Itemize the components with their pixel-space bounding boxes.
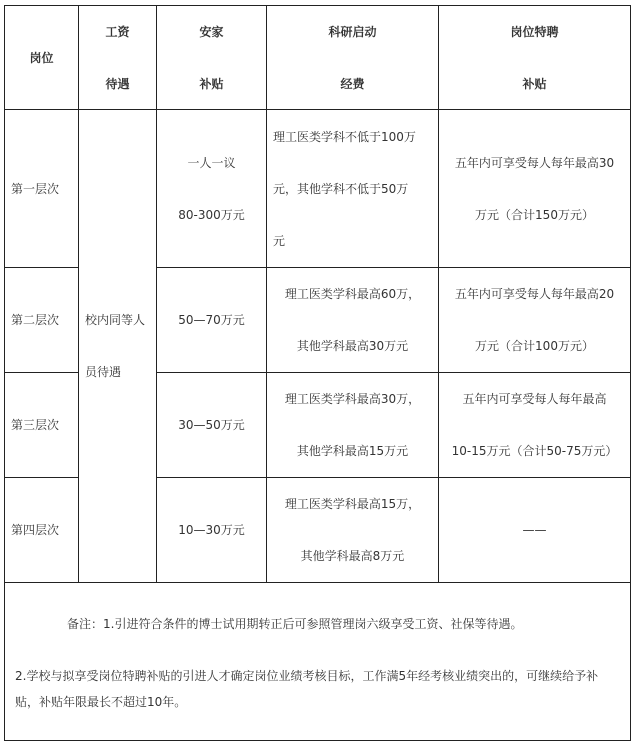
- research-cell: [267, 110, 439, 268]
- notes-row: [5, 583, 631, 741]
- header-special-line1: 岗位特聘: [510, 24, 559, 39]
- research-line1: 理工医类学科最高30万，: [284, 392, 421, 406]
- level-cell: 第三层次: [5, 373, 79, 478]
- special-line1: 五年内可享受每人每年最高: [462, 392, 607, 406]
- header-special-line2: 补贴: [522, 76, 547, 91]
- research-line2: 元，其他学科不低于50万: [273, 181, 409, 196]
- research-line2: 其他学科最高30万元: [296, 339, 409, 353]
- research-line2: 其他学科最高15万元: [296, 444, 409, 458]
- level-cell: 第二层次: [5, 268, 79, 373]
- salary-merged-cell: [79, 110, 157, 583]
- research-line2: 其他学科最高8万元: [300, 549, 405, 563]
- header-research-line1: 科研启动: [328, 24, 377, 39]
- header-settle-line2: 补贴: [199, 76, 224, 91]
- settle-line1: 30—50万元: [178, 418, 245, 432]
- policy-table-container: [4, 5, 631, 741]
- salary-line1: 校内同等人: [85, 313, 146, 327]
- settle-line1: 10—30万元: [178, 523, 245, 537]
- settle-line1: 一人一议: [187, 155, 236, 170]
- settle-cell: [157, 478, 267, 583]
- special-line1: 五年内可享受每人每年最高30: [454, 155, 615, 170]
- header-settle-line1: 安家: [199, 24, 224, 39]
- research-cell: [267, 373, 439, 478]
- header-position: 岗位: [5, 6, 79, 110]
- level-cell: 第一层次: [5, 110, 79, 268]
- special-line2: 10-15万元（合计50-75万元）: [451, 444, 618, 458]
- research-line1: 理工医类学科不低于100万: [273, 129, 416, 144]
- header-salary-line1: 工资: [105, 24, 130, 39]
- research-cell: [267, 268, 439, 373]
- settle-line2: 80-300万元: [178, 207, 245, 222]
- header-salary: [79, 6, 157, 110]
- note-2: 2.学校与拟享受岗位特聘补贴的引进人才确定岗位业绩考核目标，工作满5年经考核业绩突出的，可继续给予补贴，补贴年限最长不超过10年。: [15, 668, 599, 709]
- header-row: [5, 6, 631, 110]
- level-cell: 第四层次: [5, 478, 79, 583]
- special-cell: [439, 110, 631, 268]
- research-line1: 理工医类学科最高15万，: [284, 497, 421, 511]
- header-special: [439, 6, 631, 110]
- header-salary-line2: 待遇: [105, 76, 130, 91]
- special-cell: [439, 373, 631, 478]
- settle-cell: [157, 268, 267, 373]
- special-cell: [439, 268, 631, 373]
- salary-line2: 员待遇: [85, 365, 122, 379]
- table-row: [5, 110, 631, 268]
- note-1: 备注：1.引进符合条件的博士试用期转正后可参照管理岗六级享受工资、社保等待遇。: [67, 616, 523, 631]
- research-line3: 元: [273, 233, 286, 248]
- header-research-line2: 经费: [340, 76, 365, 91]
- special-cell: [439, 478, 631, 583]
- special-line1: 五年内可享受每人每年最高20: [454, 287, 615, 301]
- talent-benefits-table: [4, 5, 631, 741]
- settle-cell: [157, 110, 267, 268]
- research-line1: 理工医类学科最高60万，: [284, 287, 421, 301]
- settle-cell: [157, 373, 267, 478]
- settle-line1: 50—70万元: [178, 313, 245, 327]
- header-settle: [157, 6, 267, 110]
- special-line1: ——: [522, 523, 547, 537]
- special-line2: 万元（合计100万元）: [475, 339, 594, 353]
- research-cell: [267, 478, 439, 583]
- notes-cell: [5, 583, 631, 741]
- special-line2: 万元（合计150万元）: [475, 207, 594, 222]
- header-research: [267, 6, 439, 110]
